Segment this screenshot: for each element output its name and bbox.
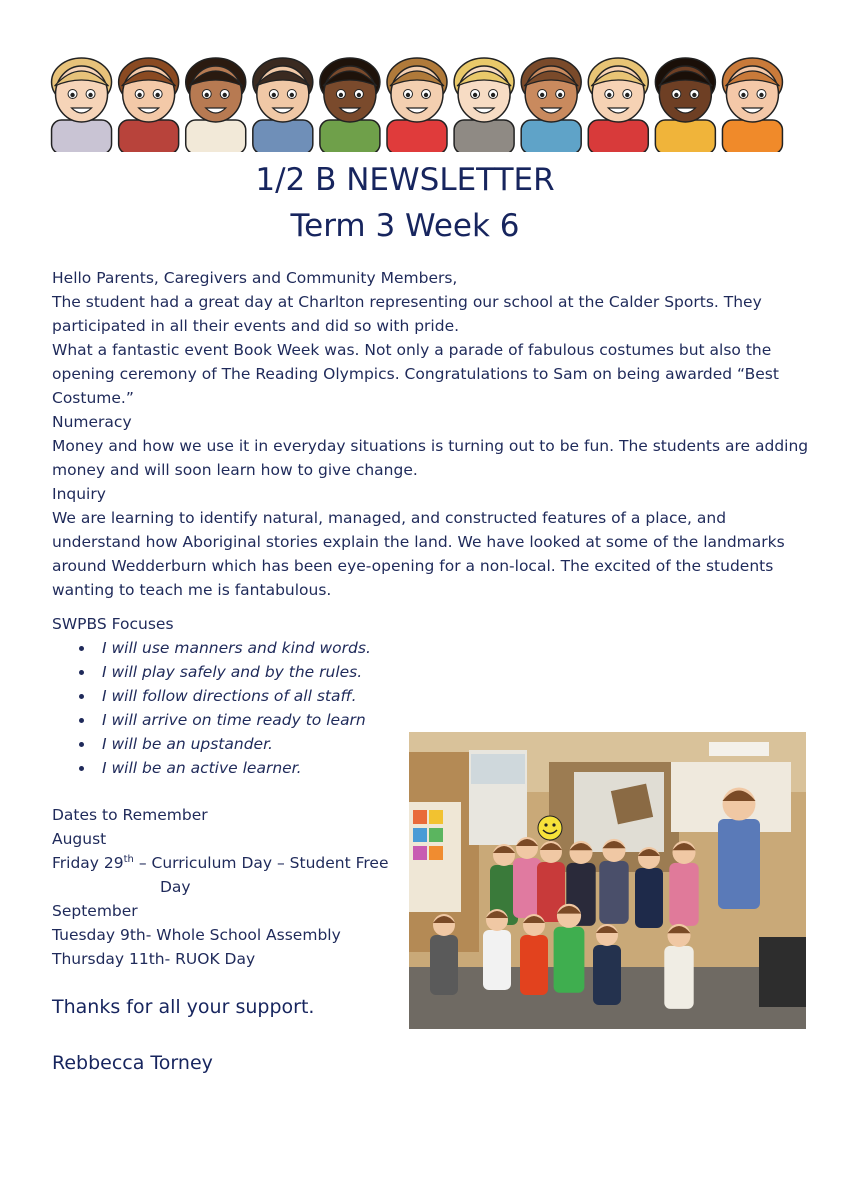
date-day: Friday 29 [52,854,124,872]
kids-banner-image [48,36,786,152]
numeracy-paragraph: Money and how we use it in everyday situations is turning out to be fun. The students are adding money and will soon learn how to give change. [52,437,809,479]
date-item-assembly: Tuesday 9th- Whole School Assembly [52,926,341,944]
list-item: I will arrive on time ready to learn [52,708,412,732]
newsletter-body [52,266,812,602]
list-item: I will follow directions of all staff. [52,684,412,708]
date-event-continued: Day [160,878,191,896]
date-event: – Curriculum Day – Student Free [133,854,389,872]
list-item: I will be an upstander. [52,732,412,756]
book-week-paragraph: What a fantastic event Book Week was. Not only a parade of fabulous costumes but also the opening ceremony of The Reading Olympics. Congratulations to Sam on being awarded “Best Costume.” [52,341,779,407]
dates-heading: Dates to Remember [52,806,208,824]
list-item: I will use manners and kind words. [52,636,412,660]
greeting: Hello Parents, Caregivers and Community Members, [52,269,458,287]
newsletter-title: 1/2 B NEWSLETTER [255,162,555,198]
thanks-line: Thanks for all your support. [52,996,315,1018]
month-august: August [52,830,107,848]
numeracy-heading: Numeracy [52,413,132,431]
newsletter-subtitle: Term 3 Week 6 [290,208,520,244]
inquiry-heading: Inquiry [52,485,106,503]
swpbs-heading: SWPBS Focuses [52,615,174,633]
date-item-ruok: Thursday 11th- RUOK Day [52,950,256,968]
date-suffix: th [123,853,134,865]
dates-section [52,803,412,971]
sports-paragraph: The student had a great day at Charlton representing our school at the Calder Sports. They participated in all their events and did so with pride. [52,293,762,335]
date-item-curriculum-day [52,851,412,875]
month-september: September [52,902,138,920]
swpbs-focus-list [52,636,412,780]
swpbs-section [52,612,412,780]
class-photo [409,732,806,1029]
signature: Rebbecca Torney [52,1052,213,1074]
inquiry-paragraph: We are learning to identify natural, managed, and constructed features of a place, and understand how Aboriginal stories explain the land. We have looked at some of the landmarks around Wedderburn which has been eye-opening for a non-local. The excited of the students wanting to teach me is fantabulous. [52,509,785,599]
list-item: I will play safely and by the rules. [52,660,412,684]
list-item: I will be an active learner. [52,756,412,780]
